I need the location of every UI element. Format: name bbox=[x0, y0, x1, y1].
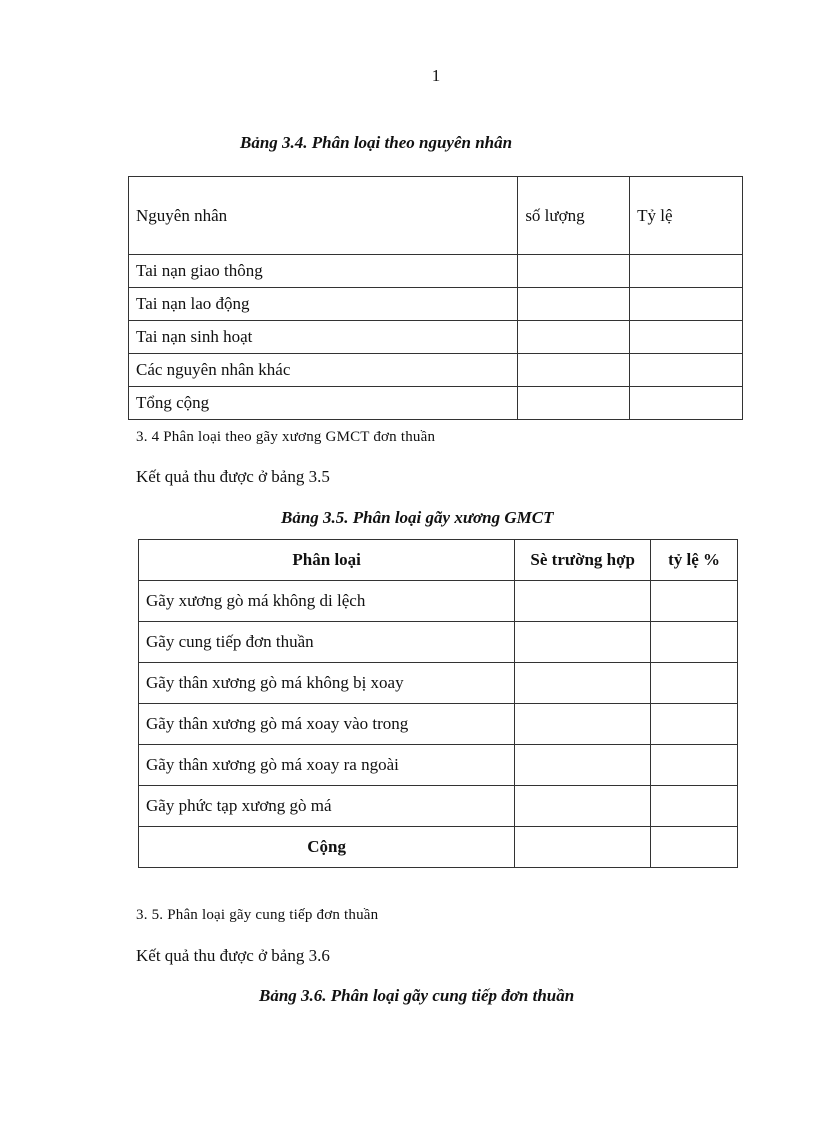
empty-cell bbox=[515, 622, 651, 663]
row-label: Gãy thân xương gò má xoay vào trong bbox=[139, 704, 515, 745]
empty-cell bbox=[651, 786, 738, 827]
section-3-5-text: Kết quả thu được ở bảng 3.6 bbox=[136, 946, 330, 965]
table-3-4-caption: Bảng 3.4. Phân loại theo nguyên nhân bbox=[240, 133, 513, 152]
empty-cell bbox=[518, 255, 630, 288]
header-cell: Nguyên nhân bbox=[129, 177, 518, 255]
header-cell: Sè trường hợp bbox=[515, 540, 651, 581]
row-label: Gãy xương gò má không di lệch bbox=[139, 581, 515, 622]
table-row bbox=[129, 321, 743, 354]
row-label: Các nguyên nhân khác bbox=[129, 354, 518, 387]
empty-cell bbox=[515, 704, 651, 745]
row-label: Gãy cung tiếp đơn thuần bbox=[139, 622, 515, 663]
table-row bbox=[139, 663, 738, 704]
empty-cell bbox=[651, 745, 738, 786]
table-row bbox=[139, 622, 738, 663]
empty-cell bbox=[518, 288, 630, 321]
section-3-4-heading: 3. 4 Phân loại theo gãy xương GMCT đơn thuần bbox=[136, 429, 436, 445]
empty-cell bbox=[515, 745, 651, 786]
table-row-total bbox=[129, 387, 743, 420]
total-label: Cộng bbox=[139, 827, 515, 868]
table-row bbox=[129, 255, 743, 288]
header-cell: Phân loại bbox=[139, 540, 515, 581]
section-3-4-text: Kết quả thu được ở bảng 3.5 bbox=[136, 467, 330, 486]
header-cell: Tỷ lệ bbox=[630, 177, 743, 255]
row-label: Tai nạn giao thông bbox=[129, 255, 518, 288]
header-cell: số lượng bbox=[518, 177, 630, 255]
empty-cell bbox=[630, 255, 743, 288]
header-cell: tỷ lệ % bbox=[651, 540, 738, 581]
table-row bbox=[129, 288, 743, 321]
table-3-5-caption: Bảng 3.5. Phân loại gãy xương GMCT bbox=[281, 508, 554, 527]
empty-cell bbox=[630, 288, 743, 321]
row-label: Tai nạn sinh hoạt bbox=[129, 321, 518, 354]
table-3-5 bbox=[138, 539, 738, 868]
row-label: Tai nạn lao động bbox=[129, 288, 518, 321]
table-header-row bbox=[139, 540, 738, 581]
table-row bbox=[139, 745, 738, 786]
empty-cell bbox=[630, 321, 743, 354]
empty-cell bbox=[515, 786, 651, 827]
page-number: 1 bbox=[431, 66, 441, 85]
empty-cell bbox=[651, 827, 738, 868]
empty-cell bbox=[630, 354, 743, 387]
table-3-4 bbox=[128, 176, 743, 420]
row-label: Gãy phức tạp xương gò má bbox=[139, 786, 515, 827]
table-row bbox=[139, 704, 738, 745]
empty-cell bbox=[651, 704, 738, 745]
empty-cell bbox=[515, 663, 651, 704]
table-header-row bbox=[129, 177, 743, 255]
empty-cell bbox=[651, 581, 738, 622]
empty-cell bbox=[515, 827, 651, 868]
empty-cell bbox=[518, 354, 630, 387]
row-label: Tổng cộng bbox=[129, 387, 518, 420]
table-3-6-caption: Bảng 3.6. Phân loại gãy cung tiếp đơn thuần bbox=[259, 986, 575, 1005]
table-row bbox=[139, 581, 738, 622]
empty-cell bbox=[630, 387, 743, 420]
empty-cell bbox=[518, 387, 630, 420]
row-label: Gãy thân xương gò má không bị xoay bbox=[139, 663, 515, 704]
empty-cell bbox=[515, 581, 651, 622]
table-row-total bbox=[139, 827, 738, 868]
empty-cell bbox=[518, 321, 630, 354]
table-row bbox=[139, 786, 738, 827]
row-label: Gãy thân xương gò má xoay ra ngoài bbox=[139, 745, 515, 786]
empty-cell bbox=[651, 622, 738, 663]
section-3-5-heading: 3. 5. Phân loại gãy cung tiếp đơn thuần bbox=[136, 907, 379, 923]
empty-cell bbox=[651, 663, 738, 704]
table-row bbox=[129, 354, 743, 387]
